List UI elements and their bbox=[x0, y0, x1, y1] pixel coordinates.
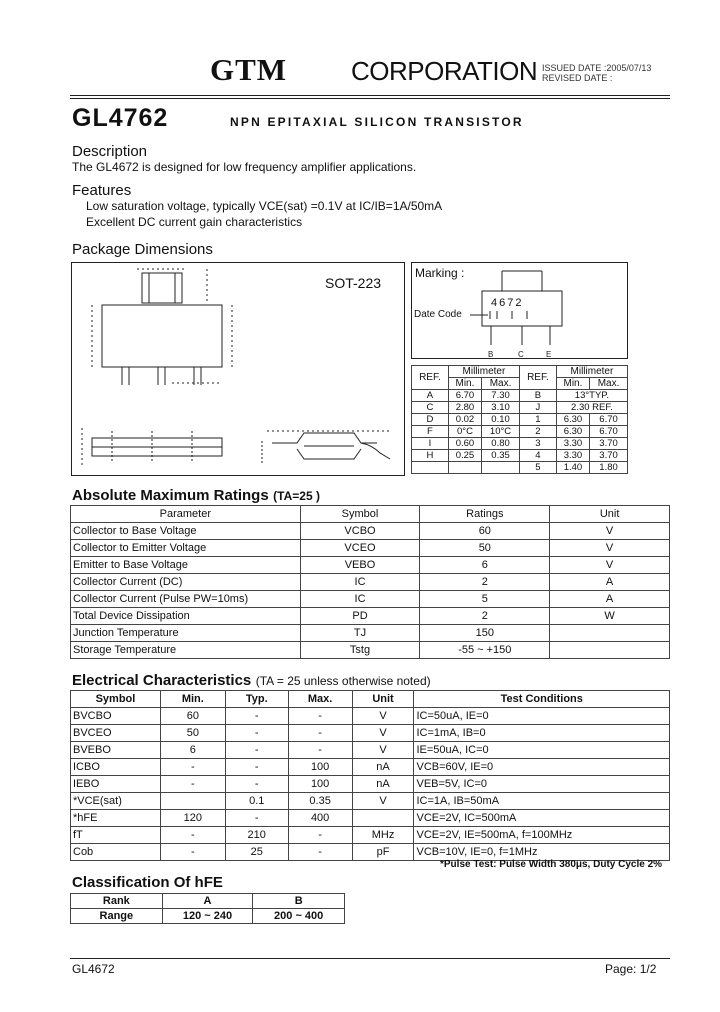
table-cell: *VCE(sat) bbox=[71, 793, 161, 810]
dims-row bbox=[412, 438, 628, 450]
dims-cell: J bbox=[519, 402, 556, 414]
table-cell: - bbox=[160, 827, 225, 844]
table-cell: TJ bbox=[300, 625, 420, 642]
company-name: CORPORATION bbox=[351, 56, 538, 86]
range-cell: 120 ~ 240 bbox=[162, 909, 253, 924]
dims-cell: B bbox=[519, 390, 556, 402]
electrical-row bbox=[71, 810, 670, 827]
table-cell: - bbox=[288, 708, 352, 725]
dims-cell: 1.40 bbox=[556, 462, 589, 474]
package-drawing bbox=[71, 262, 405, 476]
rank-label: Rank bbox=[71, 894, 163, 909]
table-cell: - bbox=[225, 776, 288, 793]
table-cell: 0.35 bbox=[288, 793, 352, 810]
electrical-row bbox=[71, 759, 670, 776]
dims-cell: 0.35 bbox=[482, 450, 520, 462]
table-cell: V bbox=[352, 793, 414, 810]
table-cell: - bbox=[160, 844, 225, 861]
table-cell: 6 bbox=[420, 557, 550, 574]
abs-max-header-row bbox=[71, 506, 670, 523]
table-cell: 120 bbox=[160, 810, 225, 827]
table-cell: VCB=60V, IE=0 bbox=[414, 759, 670, 776]
dims-cell: D bbox=[412, 414, 449, 426]
table-cell: VCB=10V, IE=0, f=1MHz bbox=[414, 844, 670, 861]
dims-cell: 2 bbox=[519, 426, 556, 438]
dims-max-header: Max. bbox=[590, 378, 628, 390]
table-cell: VCE=2V, IC=500mA bbox=[414, 810, 670, 827]
dims-cell: 0°C bbox=[448, 426, 481, 438]
table-cell: VCE=2V, IE=500mA, f=100MHz bbox=[414, 827, 670, 844]
abs-max-row bbox=[71, 591, 670, 608]
footer-divider bbox=[70, 958, 670, 959]
dims-cell: 0.10 bbox=[482, 414, 520, 426]
pin-label-b: B bbox=[488, 350, 494, 359]
electrical-row bbox=[71, 725, 670, 742]
table-cell: IC bbox=[300, 591, 420, 608]
company-logo: GTM bbox=[210, 52, 288, 87]
table-cell: Collector to Base Voltage bbox=[71, 523, 301, 540]
features-heading: Features bbox=[72, 182, 132, 199]
table-cell: MHz bbox=[352, 827, 414, 844]
abs-max-row bbox=[71, 574, 670, 591]
footer-part-number: GL4672 bbox=[72, 962, 115, 976]
rank-cell: A bbox=[162, 894, 253, 909]
range-label: Range bbox=[71, 909, 163, 924]
feature-item: Low saturation voltage, typically VCE(sat) =0.1V at IC/IB=1A/50mA bbox=[86, 199, 443, 213]
dims-cell bbox=[448, 462, 481, 474]
abs-max-row bbox=[71, 523, 670, 540]
table-cell: - bbox=[288, 742, 352, 759]
table-cell: Junction Temperature bbox=[71, 625, 301, 642]
pulse-test-note: *Pulse Test: Pulse Width 380μs, Duty Cycle 2% bbox=[440, 859, 663, 870]
dims-ref-header: REF. bbox=[412, 366, 449, 390]
table-cell: VCEO bbox=[300, 540, 420, 557]
dims-row bbox=[412, 450, 628, 462]
description-text: The GL4672 is designed for low frequency amplifier applications. bbox=[72, 160, 417, 174]
table-cell: VEBO bbox=[300, 557, 420, 574]
table-cell: IE=50uA, IC=0 bbox=[414, 742, 670, 759]
table-cell: A bbox=[550, 591, 670, 608]
table-cell: Cob bbox=[71, 844, 161, 861]
feature-item: Excellent DC current gain characteristics bbox=[86, 215, 303, 229]
table-cell: IC=1A, IB=50mA bbox=[414, 793, 670, 810]
package-outline-drawing bbox=[72, 263, 406, 477]
dims-cell: 3.10 bbox=[482, 402, 520, 414]
dims-row bbox=[412, 402, 628, 414]
dims-cell: 0.60 bbox=[448, 438, 481, 450]
table-cell: fT bbox=[71, 827, 161, 844]
dims-cell: 3.70 bbox=[590, 438, 628, 450]
column-header: Parameter bbox=[71, 506, 301, 523]
dims-cell: 2.80 bbox=[448, 402, 481, 414]
table-cell: 25 bbox=[225, 844, 288, 861]
column-header: Unit bbox=[352, 691, 414, 708]
header-divider-2 bbox=[70, 98, 670, 99]
table-cell: 2 bbox=[420, 574, 550, 591]
dims-cell: 3.70 bbox=[590, 450, 628, 462]
dims-header-row bbox=[412, 366, 628, 378]
issued-date: ISSUED DATE :2005/07/13 bbox=[542, 63, 652, 73]
table-cell: A bbox=[550, 574, 670, 591]
rank-row bbox=[71, 894, 345, 909]
table-cell: IC=1mA, IB=0 bbox=[414, 725, 670, 742]
table-cell: ICBO bbox=[71, 759, 161, 776]
column-header: Min. bbox=[160, 691, 225, 708]
table-cell: Collector to Emitter Voltage bbox=[71, 540, 301, 557]
table-cell: Collector Current (DC) bbox=[71, 574, 301, 591]
table-cell: 100 bbox=[288, 759, 352, 776]
dims-cell: 1.80 bbox=[590, 462, 628, 474]
table-cell: - bbox=[225, 810, 288, 827]
dims-cell bbox=[482, 462, 520, 474]
electrical-condition: (TA = 25 unless otherwise noted) bbox=[255, 674, 431, 688]
dims-cell: 6.70 bbox=[448, 390, 481, 402]
table-cell: BVEBO bbox=[71, 742, 161, 759]
table-cell: Collector Current (Pulse PW=10ms) bbox=[71, 591, 301, 608]
table-cell: V bbox=[352, 708, 414, 725]
table-cell: 2 bbox=[420, 608, 550, 625]
table-cell: -55 ~ +150 bbox=[420, 642, 550, 659]
dims-min-header: Min. bbox=[448, 378, 481, 390]
abs-max-title: Absolute Maximum Ratings bbox=[72, 487, 269, 504]
revised-date: REVISED DATE : bbox=[542, 73, 613, 83]
table-cell: - bbox=[160, 759, 225, 776]
dims-cell: 7.30 bbox=[482, 390, 520, 402]
pin-label-e: E bbox=[546, 350, 552, 359]
electrical-row bbox=[71, 793, 670, 810]
table-cell: - bbox=[288, 844, 352, 861]
dims-cell: F bbox=[412, 426, 449, 438]
table-cell: Total Device Dissipation bbox=[71, 608, 301, 625]
dims-cell: H bbox=[412, 450, 449, 462]
table-cell: VEB=5V, IC=0 bbox=[414, 776, 670, 793]
table-cell: V bbox=[352, 725, 414, 742]
table-cell: 60 bbox=[420, 523, 550, 540]
electrical-heading bbox=[72, 672, 431, 690]
table-cell: 150 bbox=[420, 625, 550, 642]
range-cell: 200 ~ 400 bbox=[253, 909, 345, 924]
dims-cell: 5 bbox=[519, 462, 556, 474]
electrical-table bbox=[70, 690, 670, 861]
table-cell: VCBO bbox=[300, 523, 420, 540]
table-cell: Storage Temperature bbox=[71, 642, 301, 659]
table-cell: 60 bbox=[160, 708, 225, 725]
marking-label: Marking : bbox=[415, 266, 465, 280]
marking-code: 4672 bbox=[491, 297, 524, 309]
dims-mm-header: Millimeter bbox=[556, 366, 627, 378]
abs-max-row bbox=[71, 642, 670, 659]
column-header: Symbol bbox=[71, 691, 161, 708]
abs-max-row bbox=[71, 540, 670, 557]
table-cell bbox=[160, 793, 225, 810]
package-heading: Package Dimensions bbox=[72, 241, 213, 258]
table-cell: nA bbox=[352, 759, 414, 776]
dims-cell: A bbox=[412, 390, 449, 402]
table-cell: 5 bbox=[420, 591, 550, 608]
abs-max-row bbox=[71, 625, 670, 642]
table-cell bbox=[550, 642, 670, 659]
dims-row bbox=[412, 390, 628, 402]
dimensions-table bbox=[411, 365, 628, 474]
dims-cell: 3.30 bbox=[556, 438, 589, 450]
table-cell: Tstg bbox=[300, 642, 420, 659]
dims-mm-header: Millimeter bbox=[448, 366, 519, 378]
dims-cell: 2.30 REF. bbox=[556, 402, 627, 414]
abs-max-row bbox=[71, 557, 670, 574]
table-cell: BVCBO bbox=[71, 708, 161, 725]
table-cell: V bbox=[550, 523, 670, 540]
electrical-row bbox=[71, 844, 670, 861]
table-cell: 50 bbox=[420, 540, 550, 557]
dims-cell: 0.80 bbox=[482, 438, 520, 450]
column-header: Test Conditions bbox=[414, 691, 670, 708]
table-cell: - bbox=[160, 776, 225, 793]
table-cell: IC bbox=[300, 574, 420, 591]
dims-min-header: Min. bbox=[556, 378, 589, 390]
dims-cell: 13°TYP. bbox=[556, 390, 627, 402]
dims-ref-header: REF. bbox=[519, 366, 556, 390]
table-cell: V bbox=[550, 540, 670, 557]
package-type-label: SOT-223 bbox=[325, 275, 382, 291]
dims-cell: 6.70 bbox=[590, 414, 628, 426]
dims-cell: 4 bbox=[519, 450, 556, 462]
dims-row bbox=[412, 426, 628, 438]
dims-cell: 6.30 bbox=[556, 426, 589, 438]
pin-label-c: C bbox=[518, 350, 524, 359]
page-number: Page: 1/2 bbox=[605, 962, 657, 976]
abs-max-row bbox=[71, 608, 670, 625]
table-cell: 400 bbox=[288, 810, 352, 827]
column-header: Ratings bbox=[420, 506, 550, 523]
table-cell: Emitter to Base Voltage bbox=[71, 557, 301, 574]
dims-cell: 3.30 bbox=[556, 450, 589, 462]
column-header: Typ. bbox=[225, 691, 288, 708]
table-cell: - bbox=[288, 827, 352, 844]
electrical-row bbox=[71, 827, 670, 844]
table-cell bbox=[352, 810, 414, 827]
dims-cell: 6.70 bbox=[590, 426, 628, 438]
abs-max-table bbox=[70, 505, 670, 659]
dims-cell bbox=[412, 462, 449, 474]
table-cell: 0.1 bbox=[225, 793, 288, 810]
table-cell bbox=[550, 625, 670, 642]
dims-cell: 10°C bbox=[482, 426, 520, 438]
dims-cell: 0.25 bbox=[448, 450, 481, 462]
dims-max-header: Max. bbox=[482, 378, 520, 390]
table-cell: - bbox=[225, 725, 288, 742]
table-cell: 100 bbox=[288, 776, 352, 793]
table-cell: - bbox=[288, 725, 352, 742]
table-cell: *hFE bbox=[71, 810, 161, 827]
table-cell: IEBO bbox=[71, 776, 161, 793]
table-cell: nA bbox=[352, 776, 414, 793]
range-row bbox=[71, 909, 345, 924]
dims-cell: 6.30 bbox=[556, 414, 589, 426]
table-cell: IC=50uA, IE=0 bbox=[414, 708, 670, 725]
table-cell: V bbox=[550, 557, 670, 574]
date-code-label: Date Code bbox=[414, 309, 462, 320]
dims-cell: 3 bbox=[519, 438, 556, 450]
table-cell: pF bbox=[352, 844, 414, 861]
issue-dates bbox=[542, 63, 651, 83]
table-cell: - bbox=[225, 708, 288, 725]
header-divider bbox=[70, 95, 670, 96]
table-cell: - bbox=[225, 759, 288, 776]
table-cell: - bbox=[225, 742, 288, 759]
electrical-header-row bbox=[71, 691, 670, 708]
dims-cell: C bbox=[412, 402, 449, 414]
column-header: Max. bbox=[288, 691, 352, 708]
electrical-title: Electrical Characteristics bbox=[72, 672, 252, 689]
electrical-row bbox=[71, 776, 670, 793]
column-header: Symbol bbox=[300, 506, 420, 523]
part-title: NPN EPITAXIAL SILICON TRANSISTOR bbox=[230, 115, 524, 129]
table-cell: W bbox=[550, 608, 670, 625]
table-cell: 210 bbox=[225, 827, 288, 844]
electrical-row bbox=[71, 742, 670, 759]
table-cell: 50 bbox=[160, 725, 225, 742]
description-heading: Description bbox=[72, 143, 148, 160]
dims-cell: 1 bbox=[519, 414, 556, 426]
table-cell: PD bbox=[300, 608, 420, 625]
classification-table bbox=[70, 893, 345, 924]
rank-cell: B bbox=[253, 894, 345, 909]
table-cell: 6 bbox=[160, 742, 225, 759]
electrical-row bbox=[71, 708, 670, 725]
dims-row bbox=[412, 414, 628, 426]
column-header: Unit bbox=[550, 506, 670, 523]
dims-row bbox=[412, 462, 628, 474]
dims-cell: I bbox=[412, 438, 449, 450]
table-cell: BVCEO bbox=[71, 725, 161, 742]
dims-cell: 0.02 bbox=[448, 414, 481, 426]
abs-max-condition: (TA=25 ) bbox=[273, 489, 320, 503]
table-cell: V bbox=[352, 742, 414, 759]
part-number: GL4762 bbox=[72, 104, 169, 132]
classification-heading: Classification Of hFE bbox=[72, 874, 223, 891]
abs-max-heading bbox=[72, 487, 320, 505]
